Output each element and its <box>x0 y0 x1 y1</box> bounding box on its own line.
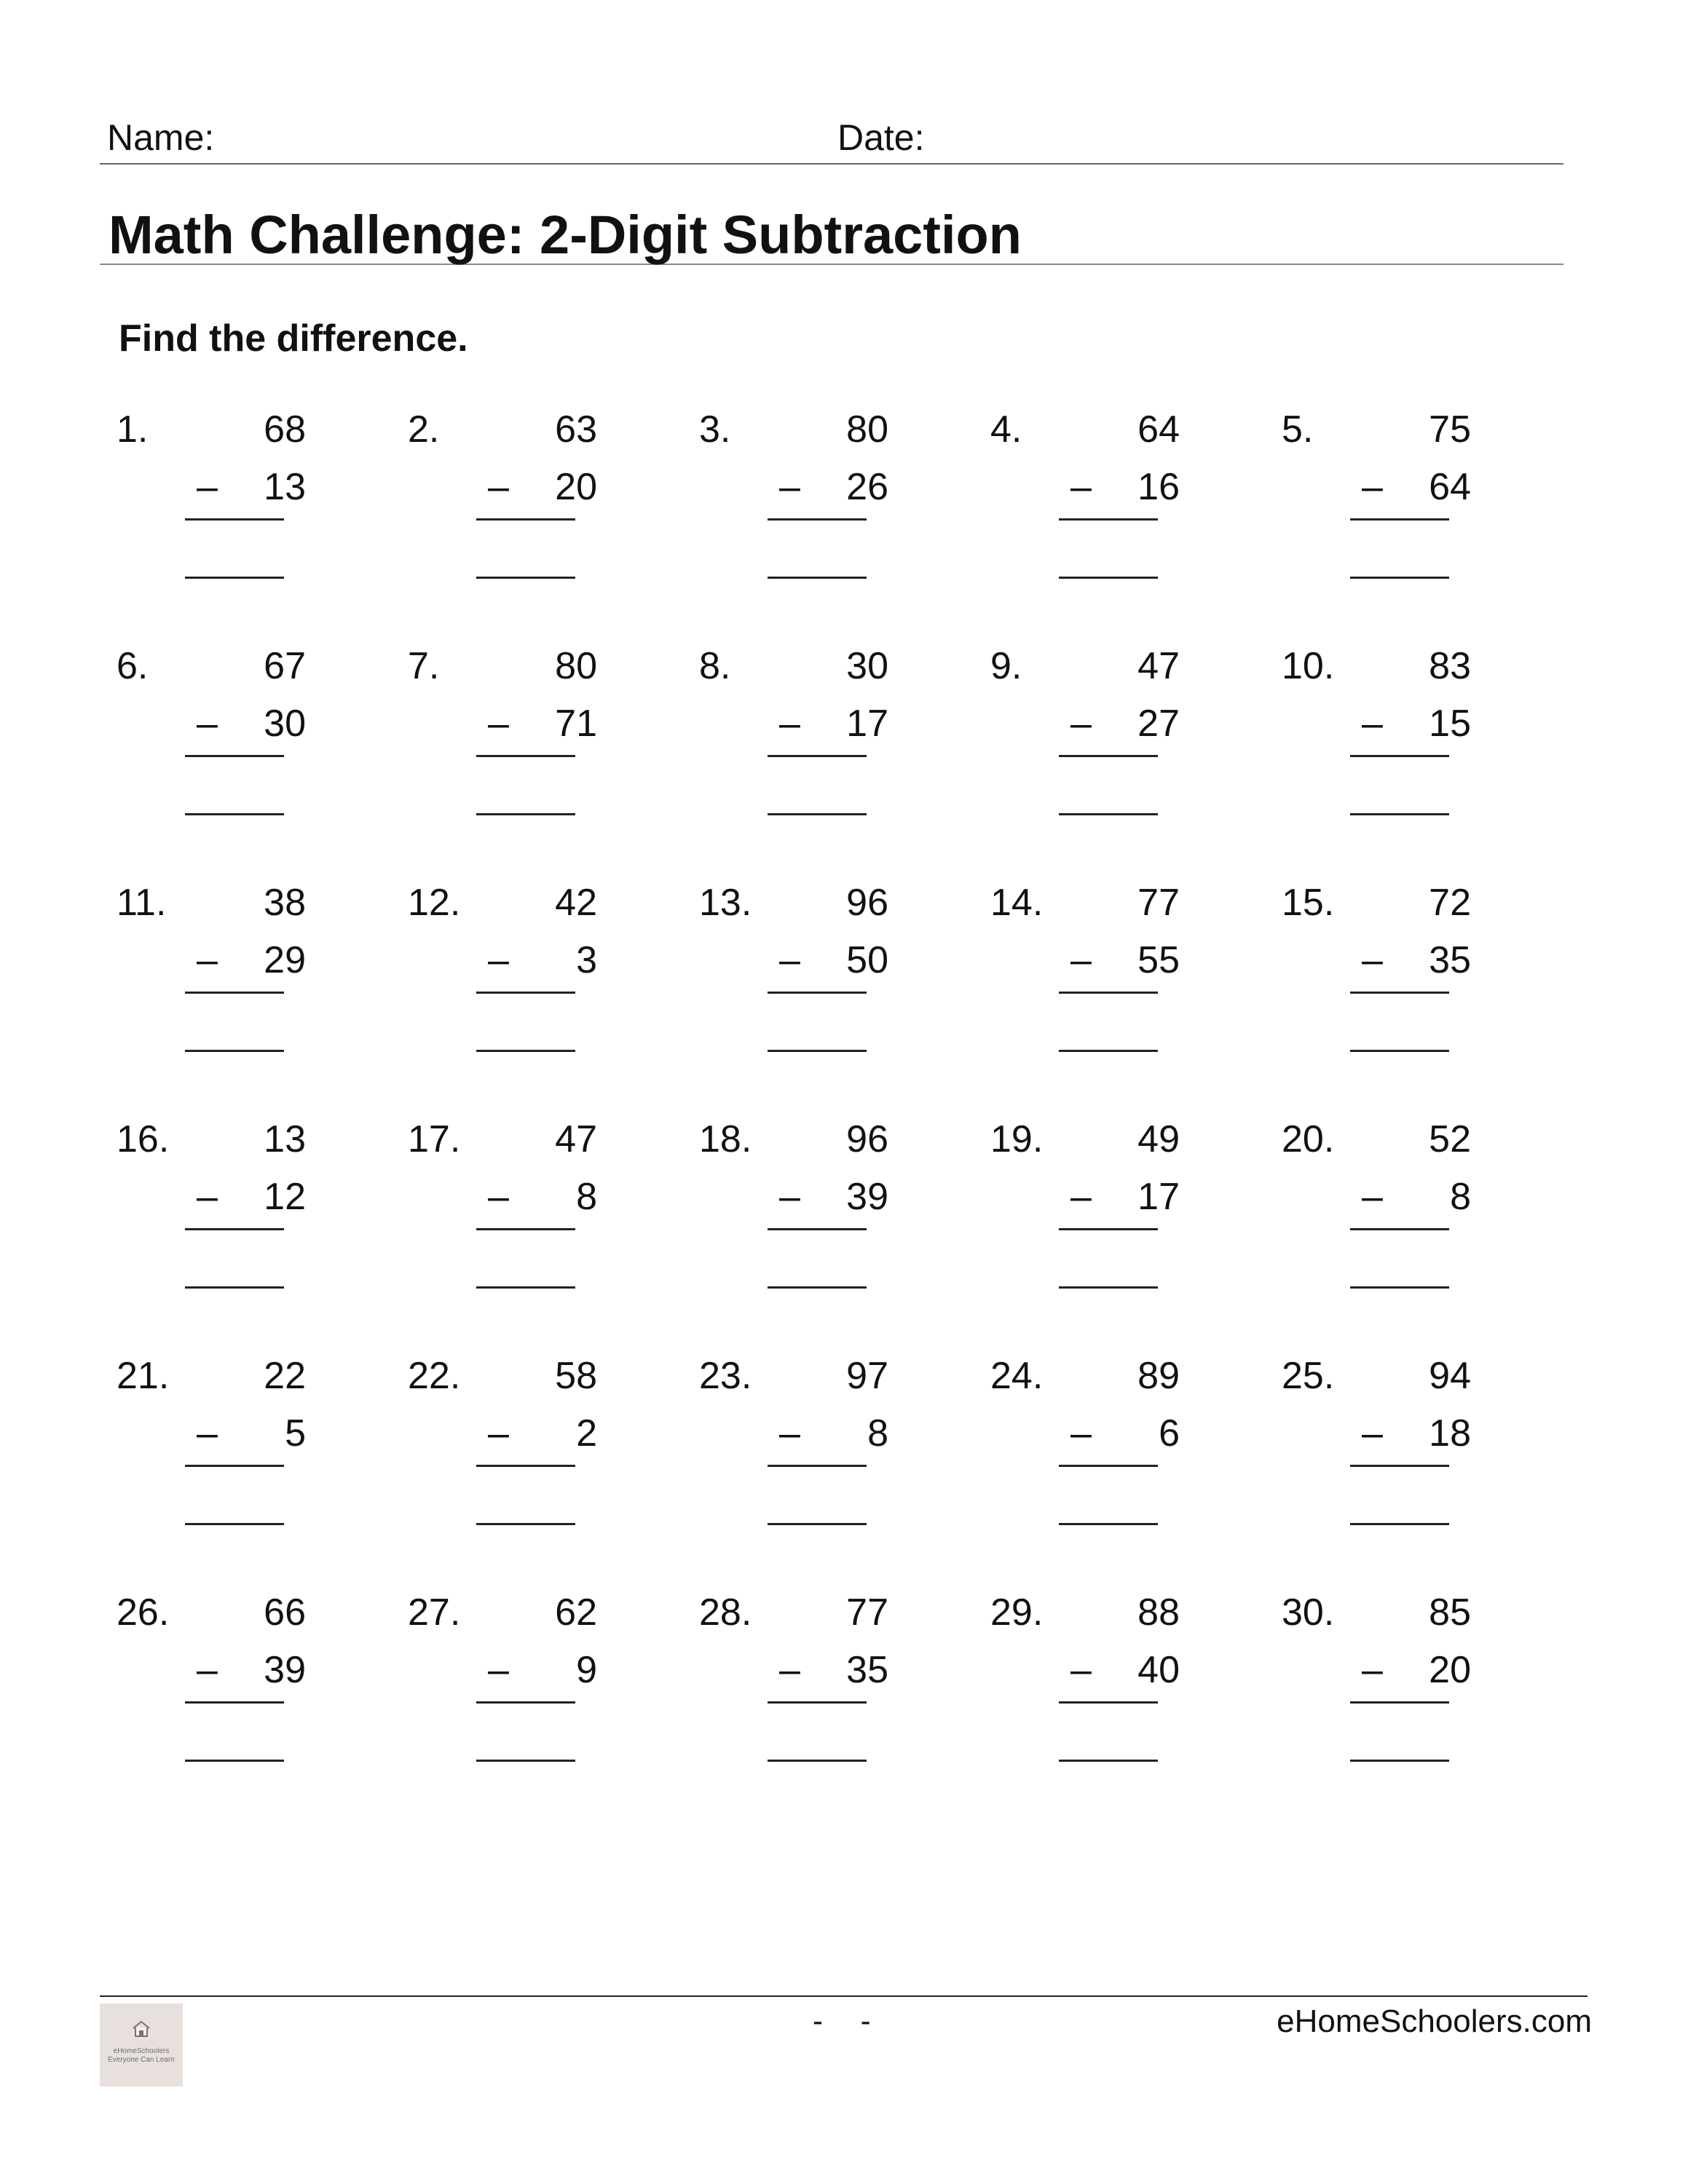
subtrahend: 27 <box>1137 703 1180 745</box>
minuend: 30 <box>846 645 888 687</box>
problem <box>699 408 888 590</box>
footer-line <box>100 1995 1588 1997</box>
problem <box>990 1117 1180 1299</box>
minus-sign: – <box>1362 466 1383 508</box>
answer-line[interactable] <box>768 813 867 815</box>
subtrahend: 20 <box>555 466 597 508</box>
subtrahend: 20 <box>1429 1649 1471 1691</box>
subtraction-rule <box>476 518 575 521</box>
subtraction-rule <box>185 755 284 757</box>
subtraction-rule <box>185 518 284 521</box>
subtrahend: 30 <box>264 703 306 745</box>
answer-line[interactable] <box>1059 1760 1158 1762</box>
subtrahend: 39 <box>846 1176 888 1218</box>
minuend: 97 <box>846 1355 888 1397</box>
minus-sign: – <box>1070 466 1092 508</box>
answer-line[interactable] <box>185 1286 284 1289</box>
problem <box>1282 1354 1471 1536</box>
answer-line[interactable] <box>1059 813 1158 815</box>
house-icon <box>130 2018 152 2040</box>
minuend: 42 <box>555 882 597 924</box>
minus-sign: – <box>488 466 509 508</box>
answer-line[interactable] <box>768 1286 867 1289</box>
answer-line[interactable] <box>476 1286 575 1289</box>
minus-sign: – <box>197 703 218 745</box>
problem <box>699 881 888 1063</box>
minuend: 62 <box>555 1591 597 1634</box>
minus-sign: – <box>779 939 800 981</box>
minus-sign: – <box>1362 1412 1383 1455</box>
problem-number: 29. <box>990 1591 1044 1634</box>
problem <box>990 1591 1180 1773</box>
problem-number: 8. <box>699 645 731 687</box>
problem <box>117 1117 306 1299</box>
minuend: 66 <box>264 1591 306 1634</box>
minus-sign: – <box>488 1176 509 1218</box>
minuend: 58 <box>555 1355 597 1397</box>
subtrahend: 55 <box>1137 939 1180 981</box>
subtrahend: 8 <box>1450 1176 1471 1218</box>
subtraction-rule <box>185 1228 284 1230</box>
minuend: 85 <box>1429 1591 1471 1634</box>
answer-line[interactable] <box>476 1523 575 1525</box>
problem-number: 27. <box>408 1591 461 1634</box>
problem <box>408 1117 597 1299</box>
answer-line[interactable] <box>1059 1523 1158 1525</box>
minus-sign: – <box>488 703 509 745</box>
minus-sign: – <box>1362 939 1383 981</box>
subtrahend: 8 <box>576 1176 597 1218</box>
problem-number: 23. <box>699 1355 752 1397</box>
problem-number: 12. <box>408 882 461 924</box>
problem <box>990 881 1180 1063</box>
minus-sign: – <box>1070 939 1092 981</box>
subtraction-rule <box>1059 1701 1158 1704</box>
minus-sign: – <box>779 1412 800 1455</box>
minus-sign: – <box>197 1412 218 1455</box>
subtrahend: 71 <box>555 703 597 745</box>
subtraction-rule <box>476 1701 575 1704</box>
minus-sign: – <box>197 1649 218 1691</box>
problem <box>408 1591 597 1773</box>
minus-sign: – <box>1362 1649 1383 1691</box>
problem <box>117 1354 306 1536</box>
subtraction-rule <box>768 992 867 994</box>
problem <box>117 881 306 1063</box>
problem-number: 4. <box>990 408 1022 451</box>
minus-sign: – <box>1362 703 1383 745</box>
subtrahend: 40 <box>1137 1649 1180 1691</box>
subtrahend: 13 <box>264 466 306 508</box>
problem-number: 24. <box>990 1355 1044 1397</box>
subtrahend: 26 <box>846 466 888 508</box>
problem <box>990 644 1180 826</box>
problem-number: 2. <box>408 408 440 451</box>
minuend: 47 <box>1137 645 1180 687</box>
minuend: 72 <box>1429 882 1471 924</box>
answer-line[interactable] <box>185 1050 284 1052</box>
answer-line[interactable] <box>476 813 575 815</box>
logo-title: eHomeSchoolers <box>113 2047 170 2055</box>
problem-number: 14. <box>990 882 1044 924</box>
subtraction-rule <box>768 1701 867 1704</box>
subtrahend: 16 <box>1137 466 1180 508</box>
problem <box>1282 644 1471 826</box>
answer-line[interactable] <box>1059 1286 1158 1289</box>
subtrahend: 64 <box>1429 466 1471 508</box>
subtraction-rule <box>1350 518 1449 521</box>
answer-line[interactable] <box>476 577 575 579</box>
problem <box>408 881 597 1063</box>
subtraction-rule <box>476 1228 575 1230</box>
problem-number: 17. <box>408 1118 461 1160</box>
answer-line[interactable] <box>1059 1050 1158 1052</box>
minuend: 80 <box>846 408 888 451</box>
minuend: 96 <box>846 1118 888 1160</box>
subtraction-rule <box>185 1465 284 1467</box>
subtraction-rule <box>185 992 284 994</box>
problem <box>1282 1591 1471 1773</box>
subtrahend: 8 <box>867 1412 888 1455</box>
problem <box>699 1117 888 1299</box>
problem <box>699 644 888 826</box>
minuend: 83 <box>1429 645 1471 687</box>
minus-sign: – <box>488 939 509 981</box>
answer-line[interactable] <box>768 1760 867 1762</box>
problem-number: 28. <box>699 1591 752 1634</box>
subtrahend: 15 <box>1429 703 1471 745</box>
subtrahend: 35 <box>846 1649 888 1691</box>
subtrahend: 3 <box>576 939 597 981</box>
problem-number: 21. <box>117 1355 170 1397</box>
subtrahend: 17 <box>846 703 888 745</box>
logo <box>100 2003 183 2086</box>
problem-number: 7. <box>408 645 440 687</box>
subtrahend: 17 <box>1137 1176 1180 1218</box>
answer-line[interactable] <box>1350 813 1449 815</box>
minuend: 22 <box>264 1355 306 1397</box>
problem-number: 20. <box>1282 1118 1335 1160</box>
minuend: 88 <box>1137 1591 1180 1634</box>
minuend: 75 <box>1429 408 1471 451</box>
problem <box>117 644 306 826</box>
problem <box>117 1591 306 1773</box>
answer-line[interactable] <box>768 577 867 579</box>
subtraction-rule <box>1059 755 1158 757</box>
minuend: 47 <box>555 1118 597 1160</box>
answer-line[interactable] <box>185 1760 284 1762</box>
site-name: eHomeSchoolers.com <box>1277 2003 1592 2039</box>
minus-sign: – <box>197 939 218 981</box>
minuend: 80 <box>555 645 597 687</box>
problem-number: 16. <box>117 1118 170 1160</box>
problem-number: 11. <box>117 882 167 924</box>
subtrahend: 2 <box>576 1412 597 1455</box>
answer-line[interactable] <box>185 577 284 579</box>
minus-sign: – <box>1362 1176 1383 1218</box>
problem <box>699 1354 888 1536</box>
problem-number: 26. <box>117 1591 170 1634</box>
minus-sign: – <box>488 1412 509 1455</box>
subtraction-rule <box>1350 755 1449 757</box>
subtraction-rule <box>476 992 575 994</box>
minuend: 77 <box>1137 882 1180 924</box>
problem <box>1282 408 1471 590</box>
answer-line[interactable] <box>768 1050 867 1052</box>
problem-number: 15. <box>1282 882 1335 924</box>
problem <box>408 1354 597 1536</box>
answer-line[interactable] <box>1350 1523 1449 1525</box>
answer-line[interactable] <box>1350 1760 1449 1762</box>
problem <box>1282 1117 1471 1299</box>
answer-line[interactable] <box>1350 577 1449 579</box>
problem-number: 10. <box>1282 645 1335 687</box>
minuend: 94 <box>1429 1355 1471 1397</box>
minus-sign: – <box>779 703 800 745</box>
minus-sign: – <box>197 1176 218 1218</box>
subtraction-rule <box>1350 1228 1449 1230</box>
answer-line[interactable] <box>768 1523 867 1525</box>
minuend: 67 <box>264 645 306 687</box>
problem-number: 25. <box>1282 1355 1335 1397</box>
page-title: Math Challenge: 2-Digit Subtraction <box>109 205 1022 265</box>
minuend: 63 <box>555 408 597 451</box>
instruction: Find the difference. <box>119 317 468 360</box>
problem-number: 19. <box>990 1118 1044 1160</box>
problem-number: 13. <box>699 882 752 924</box>
minuend: 68 <box>264 408 306 451</box>
subtraction-rule <box>476 1465 575 1467</box>
minuend: 96 <box>846 882 888 924</box>
problem <box>408 408 597 590</box>
date-label: Date: <box>837 117 925 158</box>
minus-sign: – <box>779 1649 800 1691</box>
minus-sign: – <box>1070 703 1092 745</box>
answer-line[interactable] <box>185 1523 284 1525</box>
problem <box>990 1354 1180 1536</box>
answer-line[interactable] <box>1059 577 1158 579</box>
minuend: 13 <box>264 1118 306 1160</box>
subtrahend: 50 <box>846 939 888 981</box>
subtraction-rule <box>1059 992 1158 994</box>
answer-line[interactable] <box>1350 1050 1449 1052</box>
minuend: 64 <box>1137 408 1180 451</box>
minus-sign: – <box>488 1649 509 1691</box>
subtrahend: 6 <box>1159 1412 1180 1455</box>
minuend: 89 <box>1137 1355 1180 1397</box>
subtrahend: 35 <box>1429 939 1471 981</box>
subtraction-rule <box>1350 992 1449 994</box>
subtraction-rule <box>768 1228 867 1230</box>
logo-subtitle: Everyone Can Learn <box>108 2056 175 2064</box>
subtrahend: 5 <box>285 1412 306 1455</box>
subtrahend: 9 <box>576 1649 597 1691</box>
problem <box>117 408 306 590</box>
minus-sign: – <box>779 1176 800 1218</box>
problem-number: 18. <box>699 1118 752 1160</box>
problem <box>1282 881 1471 1063</box>
problem-number: 22. <box>408 1355 461 1397</box>
subtraction-rule <box>1059 1228 1158 1230</box>
subtrahend: 18 <box>1429 1412 1471 1455</box>
answer-line[interactable] <box>1350 1286 1449 1289</box>
minus-sign: – <box>1070 1649 1092 1691</box>
subtraction-rule <box>768 755 867 757</box>
subtraction-rule <box>1059 518 1158 521</box>
subtraction-rule <box>1059 1465 1158 1467</box>
answer-line[interactable] <box>476 1760 575 1762</box>
problem-number: 6. <box>117 645 149 687</box>
problem-number: 30. <box>1282 1591 1335 1634</box>
problem-number: 3. <box>699 408 731 451</box>
subtrahend: 12 <box>264 1176 306 1218</box>
minuend: 77 <box>846 1591 888 1634</box>
problem-number: 5. <box>1282 408 1314 451</box>
subtraction-rule <box>1350 1465 1449 1467</box>
problem <box>990 408 1180 590</box>
answer-line[interactable] <box>185 813 284 815</box>
subtrahend: 39 <box>264 1649 306 1691</box>
subtrahend: 29 <box>264 939 306 981</box>
problem-number: 9. <box>990 645 1022 687</box>
page-indicator: - - <box>813 2003 886 2038</box>
problem <box>408 644 597 826</box>
subtraction-rule <box>768 1465 867 1467</box>
name-label: Name: <box>107 117 215 158</box>
minus-sign: – <box>779 466 800 508</box>
minuend: 52 <box>1429 1118 1471 1160</box>
subtraction-rule <box>476 755 575 757</box>
answer-line[interactable] <box>476 1050 575 1052</box>
minuend: 38 <box>264 882 306 924</box>
subtraction-rule <box>768 518 867 521</box>
minus-sign: – <box>1070 1176 1092 1218</box>
minuend: 49 <box>1137 1118 1180 1160</box>
problem-number: 1. <box>117 408 149 451</box>
minus-sign: – <box>1070 1412 1092 1455</box>
minus-sign: – <box>197 466 218 508</box>
subtraction-rule <box>1350 1701 1449 1704</box>
subtraction-rule <box>185 1701 284 1704</box>
logo-text <box>101 2047 181 2065</box>
problem <box>699 1591 888 1773</box>
